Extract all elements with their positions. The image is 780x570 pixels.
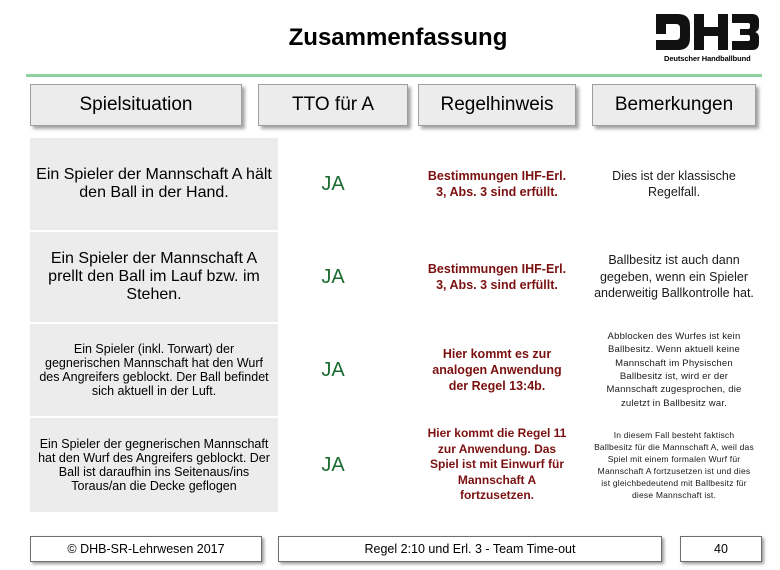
header-spielsituation: Spielsituation [30,84,242,126]
situation-cell: Ein Spieler (inkl. Torwart) der gegnerischen Mannschaft hat den Wurf des Angreifers geblockt. Der Ball befindet sich aktuell in der Luft. [39,341,269,399]
footer-copyright: © DHB-SR-Lehrwesen 2017 [30,536,262,562]
rule-cell: Hier kommt die Regel 11 zur Anwendung. Das Spiel ist mit Einwurf für Mannschaft A fortzusetzen. [427,426,567,503]
tto-cell: JA [321,453,345,476]
situation-cell: Ein Spieler der gegnerischen Mannschaft hat den Wurf des Angreifers geblockt. Der Ball ist daraufhin ins Seitenaus/ins Toraus/an die Decke geflogen [38,436,270,494]
logo-subtitle: Deutscher Handballbund [664,54,751,63]
remark-cell: In diesem Fall besteht faktisch Ballbesitz für die Mannschaft A, weil das Spiel mit einem formalen Wurf für Mannschaft A fortzusetzen ist und dies ist gleichbedeutend mit Ballbesitz für diese Mannschaft ist. [594,429,754,501]
header-bemerkungen: Bemerkungen [592,84,756,126]
title-divider [26,74,762,77]
header-tto: TTO für A [258,84,408,126]
footer-page-number: 40 [680,536,762,562]
page-title: Zusammenfassung [288,24,508,51]
remark-cell: Abblocken des Wurfes ist kein Ballbesitz. Wenn aktuell keine Mannschaft im Physischen Ballbesitz ist, wird er der Mannschaft zugesprochen, die zuletzt in Ballbesitz war. [606,331,742,409]
situation-cell: Ein Spieler der Mannschaft A prellt den Ball im Lauf bzw. im Stehen. [48,249,260,304]
footer-topic: Regel 2:10 und Erl. 3 - Team Time-out [278,536,662,562]
rule-cell: Bestimmungen IHF-Erl. 3, Abs. 3 sind erfüllt. [427,261,567,292]
header-regelhinweis: Regelhinweis [418,84,576,126]
remark-cell: Dies ist der klassische Regelfall. [612,168,736,199]
tto-cell: JA [321,358,345,381]
remark-cell: Ballbesitz ist auch dann gegeben, wenn ein Spieler anderweitig Ballkontrolle hat. [594,253,754,301]
tto-cell: JA [321,172,345,195]
rule-cell: Bestimmungen IHF-Erl. 3, Abs. 3 sind erfüllt. [427,168,567,199]
rule-cell: Hier kommt es zur analogen Anwendung der Regel 13:4b. [432,346,562,394]
situation-cell: Ein Spieler der Mannschaft A hält den Ball in der Hand. [36,165,272,201]
tto-cell: JA [321,265,345,288]
